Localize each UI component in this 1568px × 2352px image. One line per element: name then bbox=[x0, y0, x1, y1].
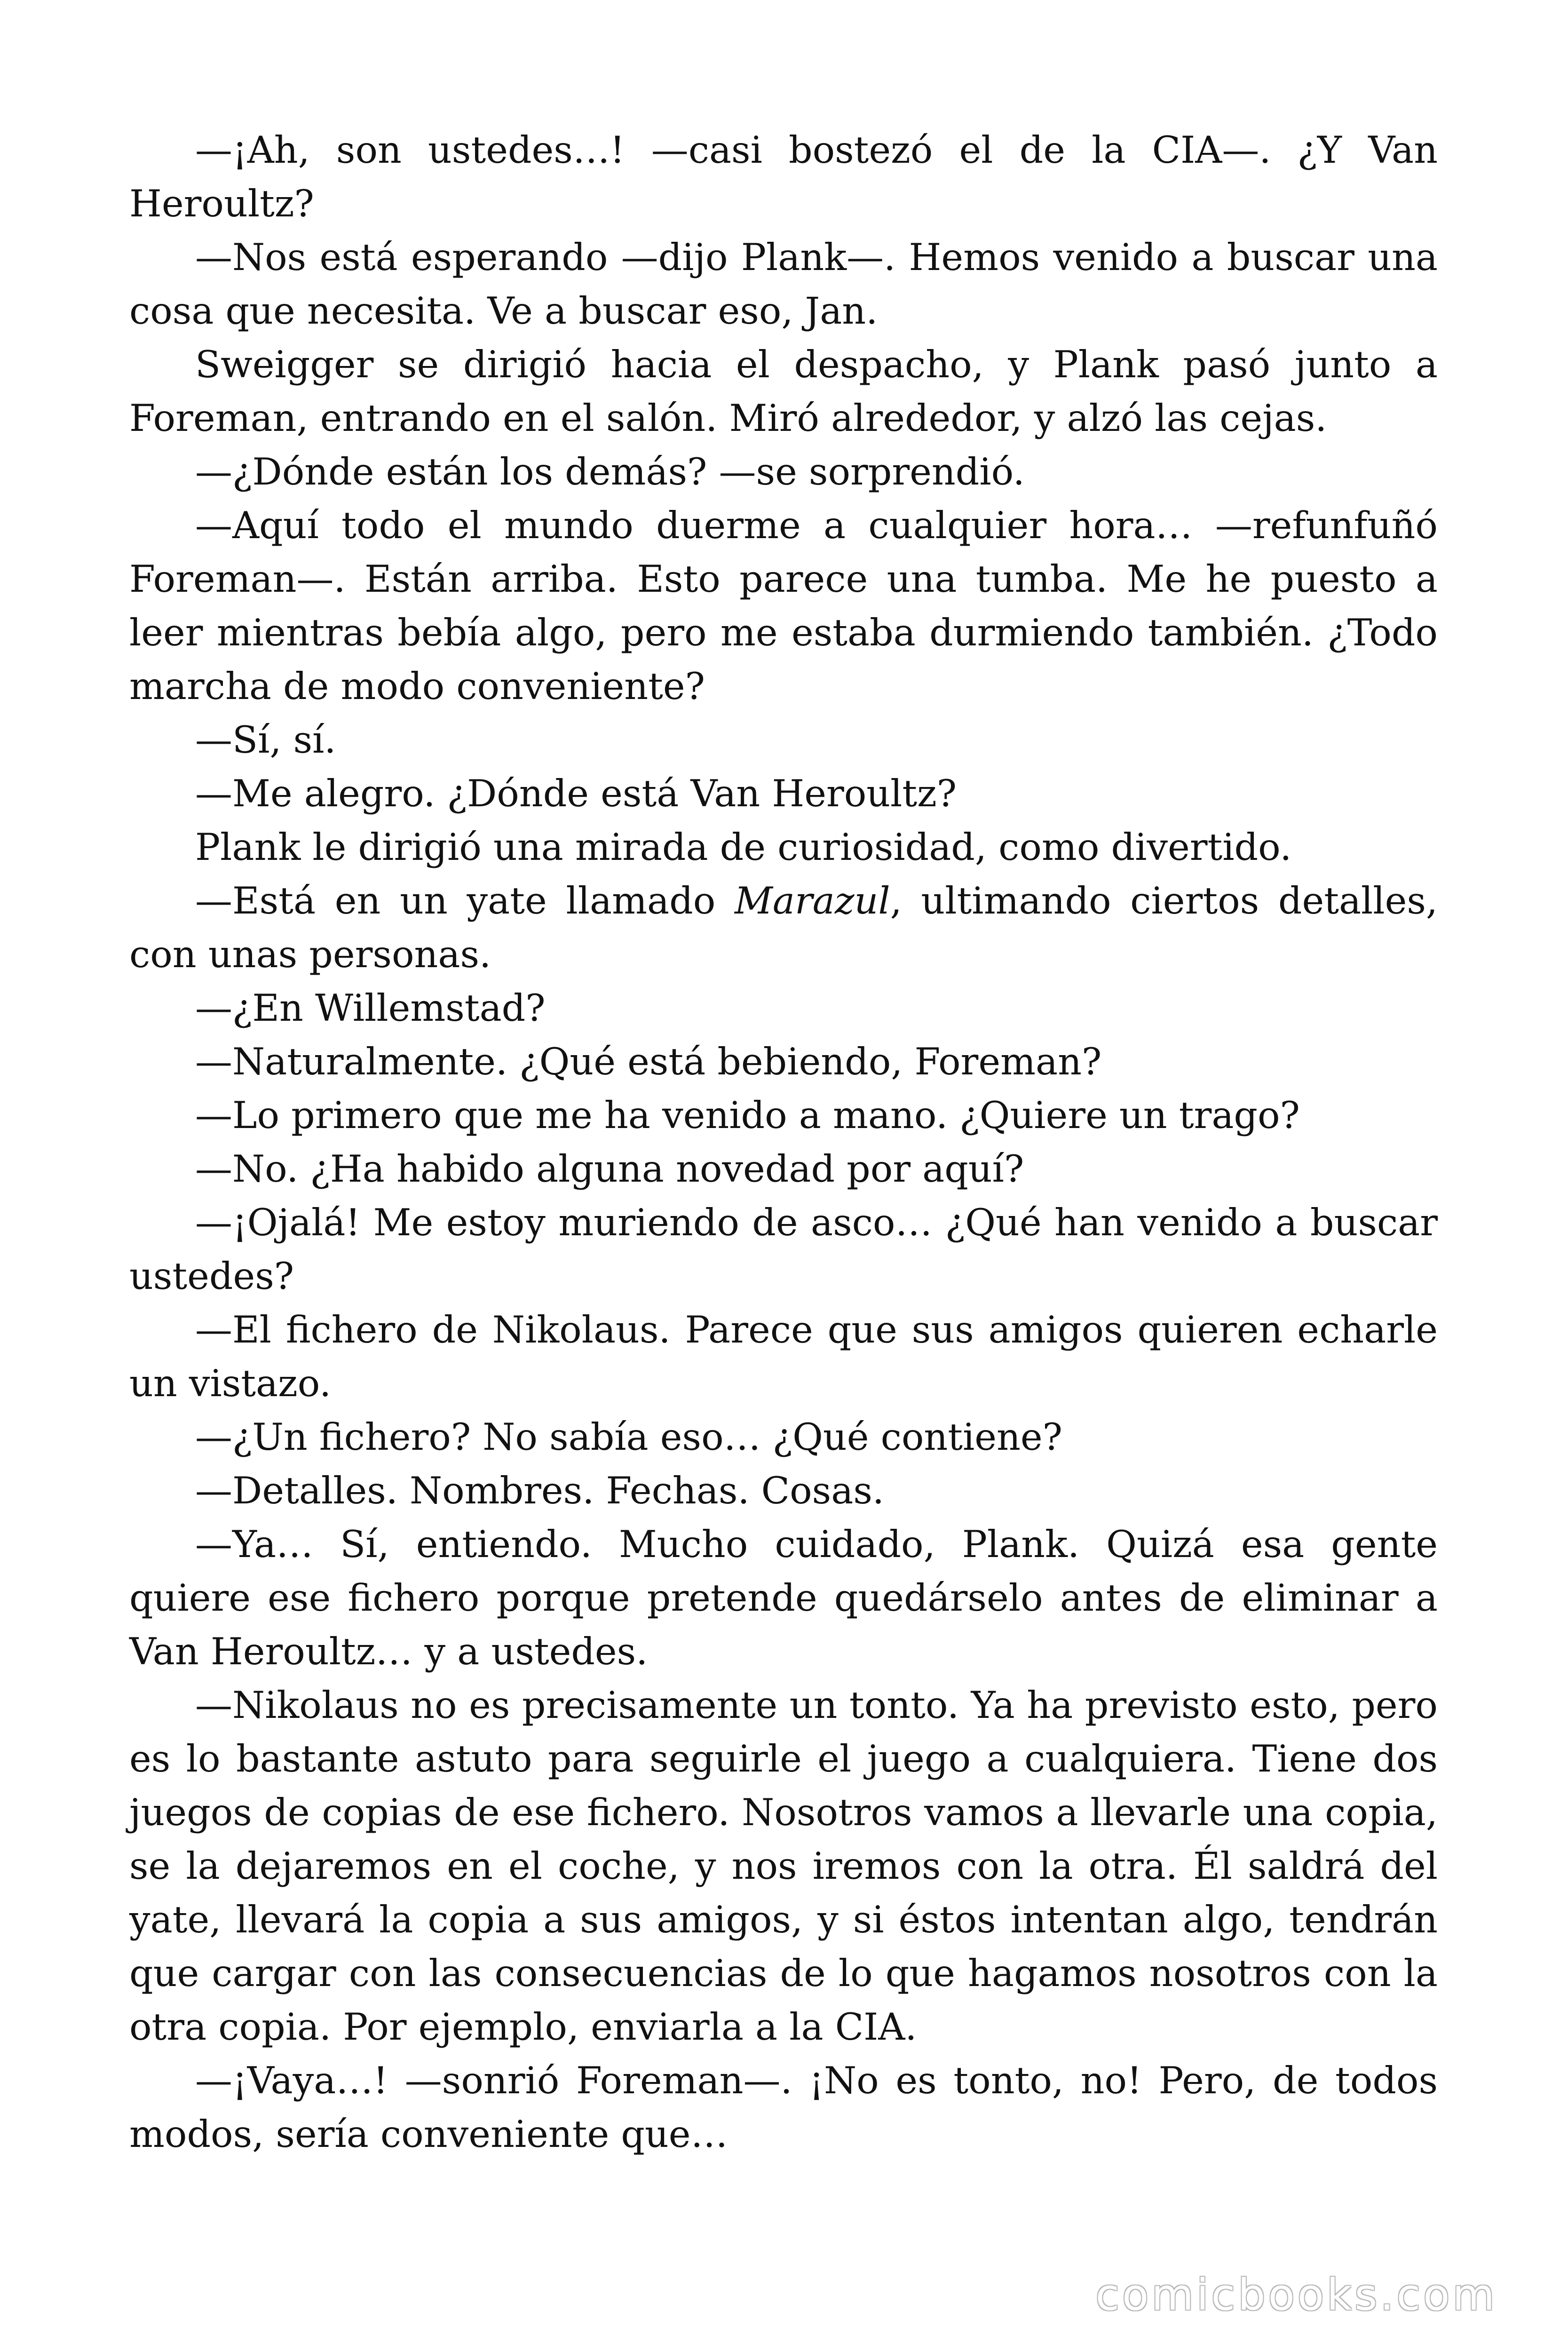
paragraph-13: —No. ¿Ha habido alguna novedad por aquí? bbox=[195, 1147, 1024, 1191]
paragraph-14: —¡Ojalá! Me estoy muriendo de asco… ¿Qué han venido a buscar ustedes? bbox=[129, 1201, 1438, 1298]
paragraph-7: —Me alegro. ¿Dónde está Van Heroultz? bbox=[195, 772, 957, 815]
paragraph-9 bbox=[129, 874, 1438, 981]
watermark: comicbooks.com bbox=[1095, 2270, 1497, 2320]
paragraph-17: —Detalles. Nombres. Fechas. Cosas. bbox=[195, 1469, 884, 1512]
paragraph-10: —¿En Willemstad? bbox=[195, 986, 546, 1030]
paragraph-20: —¡Vaya…! —sonrió Foreman—. ¡No es tonto, no! Pero, de todos modos, sería conveniente que… bbox=[129, 2059, 1438, 2156]
paragraph-3: Sweigger se dirigió hacia el despacho, y Plank pasó junto a Foreman, entrando en el salón. Miró alrededor, y alzó las cejas. bbox=[129, 343, 1438, 440]
paragraph-19: —Nikolaus no es precisamente un tonto. Ya ha previsto esto, pero es lo bastante astuto para seguirle el juego a cualquiera. Tiene dos juegos de copias de ese fichero. Nosotros vamos a llevarle una copia, se la dejaremos en el coche, y nos iremos con la otra. Él saldrá del yate, llevará la copia a sus amigos, y si éstos intentan algo, tendrán que cargar con las consecuencias de lo que hagamos nosotros con la otra copia. Por ejemplo, enviarla a la CIA. bbox=[129, 1684, 1438, 2049]
paragraph-18: —Ya… Sí, entiendo. Mucho cuidado, Plank. Quizá esa gente quiere ese fichero porque pretende quedárselo antes de eliminar a Van Heroultz… y a ustedes. bbox=[129, 1523, 1438, 1673]
paragraph-2: —Nos está esperando —dijo Plank—. Hemos venido a buscar una cosa que necesita. Ve a buscar eso, Jan. bbox=[129, 236, 1438, 333]
yacht-name: Marazul bbox=[734, 879, 890, 922]
paragraph-4: —¿Dónde están los demás? —se sorprendió. bbox=[195, 450, 1025, 493]
paragraph-11: —Naturalmente. ¿Qué está bebiendo, Foreman? bbox=[195, 1040, 1102, 1083]
paragraph-9-before: —Está en un yate llamado bbox=[195, 879, 735, 922]
paragraph-9-after: , ultimando ciertos detalles, con unas personas. bbox=[129, 879, 1438, 976]
paragraph-8: Plank le dirigió una mirada de curiosidad, como divertido. bbox=[195, 826, 1292, 869]
paragraph-1: —¡Ah, son ustedes…! —casi bostezó el de la CIA—. ¿Y Van Heroultz? bbox=[129, 128, 1438, 225]
paragraph-6: —Sí, sí. bbox=[195, 718, 336, 762]
paragraph-12: —Lo primero que me ha venido a mano. ¿Quiere un trago? bbox=[195, 1094, 1300, 1137]
body-text bbox=[129, 123, 1438, 2161]
paragraph-15: —El fichero de Nikolaus. Parece que sus amigos quieren echarle un vistazo. bbox=[129, 1308, 1438, 1405]
paragraph-16: —¿Un fichero? No sabía eso… ¿Qué contiene? bbox=[195, 1415, 1063, 1459]
paragraph-5: —Aquí todo el mundo duerme a cualquier hora… —refunfuñó Foreman—. Están arriba. Esto parece una tumba. Me he puesto a leer mientras bebía algo, pero me estaba durmiendo también. ¿Todo marcha de modo conveniente? bbox=[129, 504, 1438, 708]
